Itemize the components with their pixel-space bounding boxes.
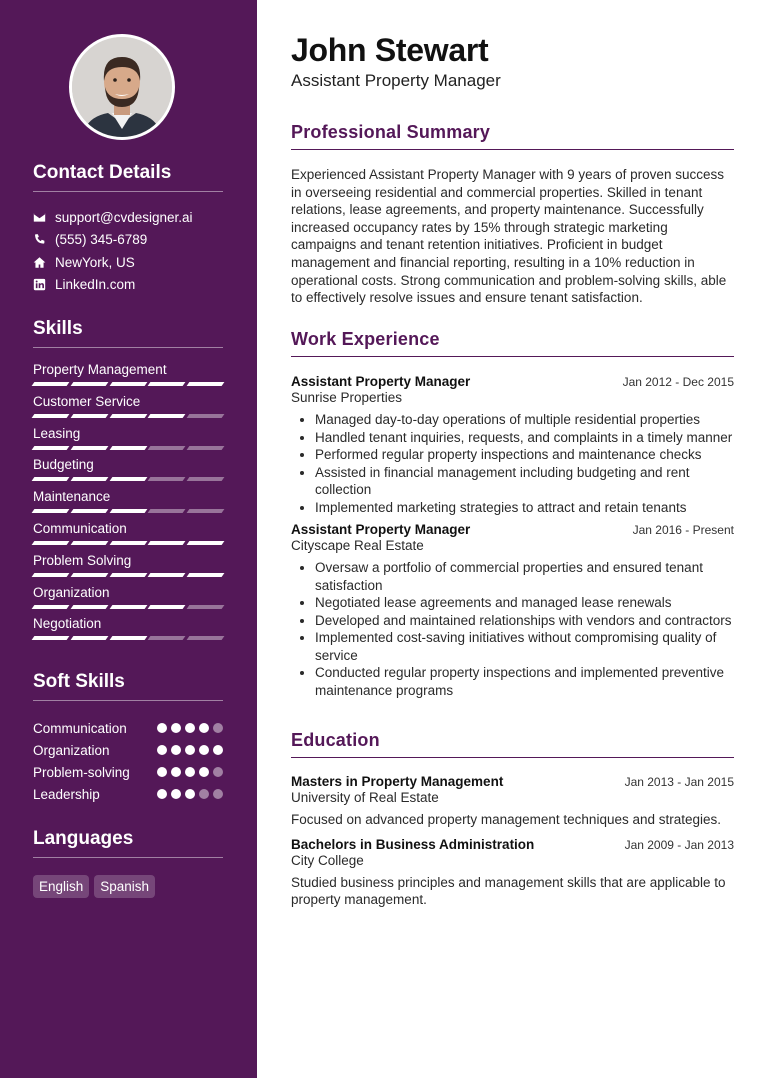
- skill-name: Negotiation: [33, 616, 102, 632]
- skill-level-segment: [109, 477, 147, 481]
- skills-title: Skills: [33, 318, 223, 348]
- education-degree: Masters in Property Management: [291, 774, 504, 789]
- skill-item: [33, 521, 223, 544]
- rating-dot-icon: [171, 767, 181, 777]
- rating-dot-icon: [199, 745, 209, 755]
- job-duties: [291, 411, 734, 516]
- skill-name: Budgeting: [33, 457, 94, 473]
- phone-icon: [33, 233, 46, 246]
- job-duty: • Oversaw a portfolio of commercial properties and ensured tenant satisfaction: [315, 559, 734, 594]
- skill-level-segment: [148, 573, 186, 577]
- rating-dot-icon: [185, 745, 195, 755]
- education-title: Education: [291, 730, 734, 758]
- skills-section: [33, 318, 223, 639]
- job-duties: [291, 559, 734, 699]
- rating-dot-icon: [157, 723, 167, 733]
- skill-item: [33, 585, 223, 608]
- summary-text: Experienced Assistant Property Manager with 9 years of proven success in overseeing residential and commercial properties. Skilled in tenant relations, lease agreements, and property maintenance. Successfully increased occupancy rates by 15% through strategic marketing campaigns and tenant retention initiatives. Proficient in budget management and financial reporting, resulting in a 10% reduction in operational costs. Strong communication and problem-solving skills, able to effectively resolve issues and ensure tenant satisfaction.: [291, 167, 727, 306]
- contact-phone[interactable]: [33, 229, 223, 252]
- skill-level-bar: [33, 605, 223, 609]
- rating-dot-icon: [199, 767, 209, 777]
- skill-level-segment: [148, 605, 186, 609]
- skill-level-bar: [33, 509, 223, 513]
- skill-level-segment: [187, 446, 225, 450]
- skill-name: Organization: [33, 584, 110, 600]
- skill-level-segment: [70, 414, 108, 418]
- skill-level-segment: [109, 446, 147, 450]
- languages-section: [33, 828, 223, 898]
- skill-level-segment: [187, 477, 225, 481]
- education-entry: [291, 837, 734, 909]
- skill-level-segment: [187, 414, 225, 418]
- skill-level-segment: [32, 446, 70, 450]
- education-entry: [291, 774, 734, 829]
- soft-skill-item: [33, 761, 223, 783]
- skill-level-bar: [33, 382, 223, 386]
- job-duty: • Developed and maintained relationships with vendors and contractors: [315, 612, 734, 630]
- job-title: Assistant Property Manager: [291, 522, 471, 537]
- skill-level-segment: [148, 636, 186, 640]
- soft-skill-item: [33, 783, 223, 805]
- rating-dot-icon: [157, 745, 167, 755]
- soft-skill-rating: [157, 789, 223, 799]
- contact-details-title: Contact Details: [33, 162, 223, 192]
- rating-dot-icon: [213, 789, 223, 799]
- soft-skill-name: Leadership: [33, 786, 100, 802]
- skill-level-bar: [33, 636, 223, 640]
- skill-level-segment: [109, 382, 147, 386]
- skill-level-segment: [109, 605, 147, 609]
- skill-level-segment: [70, 477, 108, 481]
- skill-level-bar: [33, 477, 223, 481]
- rating-dot-icon: [157, 789, 167, 799]
- soft-skill-item: [33, 739, 223, 761]
- skill-level-bar: [33, 573, 223, 577]
- soft-skills-title: Soft Skills: [33, 671, 223, 701]
- envelope-icon: [33, 211, 46, 224]
- contact-location-text: NewYork, US: [55, 254, 135, 270]
- skill-level-segment: [32, 605, 70, 609]
- skill-level-segment: [32, 509, 70, 513]
- sidebar: [0, 0, 257, 1078]
- job-company: Cityscape Real Estate: [291, 538, 424, 553]
- job-company: Sunrise Properties: [291, 390, 403, 405]
- skills-list: [33, 362, 223, 639]
- job-title: Assistant Property Manager: [291, 374, 471, 389]
- skill-level-segment: [109, 414, 147, 418]
- education-school: City College: [291, 852, 364, 868]
- rating-dot-icon: [213, 745, 223, 755]
- skill-level-segment: [187, 636, 225, 640]
- skill-name: Problem Solving: [33, 552, 132, 568]
- skill-item: [33, 426, 223, 449]
- job-date: Jan 2016 - Present: [632, 523, 734, 537]
- job-duty: • Handled tenant inquiries, requests, and complaints in a timely manner: [315, 429, 734, 447]
- contact-linkedin-text: LinkedIn.com: [55, 277, 136, 293]
- contact-linkedin[interactable]: [33, 274, 223, 297]
- work-experience-section: [291, 329, 734, 699]
- contact-email-text: support@cvdesigner.ai: [55, 209, 193, 225]
- education-description: Focused on advanced property management techniques and strategies.: [291, 812, 722, 827]
- education-section: [291, 730, 734, 909]
- skill-level-segment: [187, 509, 225, 513]
- soft-skill-rating: [157, 723, 223, 733]
- skill-level-segment: [70, 382, 108, 386]
- education-degree: Bachelors in Business Administration: [291, 836, 535, 852]
- rating-dot-icon: [213, 767, 223, 777]
- skill-level-segment: [187, 382, 225, 386]
- profile-photo-icon: [72, 37, 172, 137]
- rating-dot-icon: [157, 767, 167, 777]
- person-name: John Stewart: [291, 32, 489, 68]
- soft-skill-name: Organization: [33, 742, 110, 758]
- skill-level-segment: [148, 414, 186, 418]
- soft-skill-rating: [157, 767, 223, 777]
- skill-level-bar: [33, 414, 223, 418]
- skill-item: [33, 457, 223, 480]
- skill-level-bar: [33, 446, 223, 450]
- soft-skill-item: [33, 717, 223, 739]
- soft-skill-name: Problem-solving: [33, 764, 130, 780]
- skill-level-segment: [148, 541, 186, 545]
- job-entry: [291, 374, 734, 516]
- skill-level-segment: [187, 605, 225, 609]
- soft-skills-section: [33, 671, 223, 805]
- skill-level-segment: [32, 414, 70, 418]
- skill-name: Property Management: [33, 362, 167, 377]
- linkedin-icon: [33, 278, 46, 291]
- job-duty: • Implemented cost-saving initiatives without compromising quality of service: [315, 629, 734, 664]
- skill-level-segment: [70, 446, 108, 450]
- skill-item: [33, 362, 223, 385]
- work-experience-title: Work Experience: [291, 329, 734, 357]
- rating-dot-icon: [171, 789, 181, 799]
- education-description: Studied business principles and management skills that are applicable to property management.: [291, 874, 726, 907]
- contact-details-section: [33, 162, 223, 296]
- rating-dot-icon: [199, 789, 209, 799]
- languages-title: Languages: [33, 828, 223, 858]
- skill-level-segment: [70, 573, 108, 577]
- rating-dot-icon: [171, 723, 181, 733]
- skill-level-segment: [148, 382, 186, 386]
- skill-level-segment: [187, 573, 225, 577]
- contact-list: [33, 206, 223, 296]
- skill-level-segment: [109, 509, 147, 513]
- skill-level-segment: [187, 541, 225, 545]
- skill-item: [33, 616, 223, 639]
- skill-name: Communication: [33, 520, 127, 536]
- skill-level-segment: [32, 573, 70, 577]
- person-role: Assistant Property Manager: [291, 71, 501, 90]
- languages-list: [33, 875, 223, 898]
- education-school: University of Real Estate: [291, 790, 439, 805]
- skill-level-segment: [32, 477, 70, 481]
- rating-dot-icon: [213, 723, 223, 733]
- job-duty: • Implemented marketing strategies to attract and retain tenants: [315, 499, 734, 517]
- job-date: Jan 2012 - Dec 2015: [622, 375, 734, 389]
- language-badge: English: [33, 875, 89, 898]
- skill-level-segment: [148, 509, 186, 513]
- skill-level-segment: [148, 477, 186, 481]
- soft-skill-name: Communication: [33, 720, 127, 736]
- summary-section: [291, 122, 734, 307]
- skill-item: [33, 553, 223, 576]
- skill-level-segment: [148, 446, 186, 450]
- skill-name: Maintenance: [33, 489, 111, 505]
- skill-level-segment: [32, 541, 70, 545]
- skill-level-segment: [70, 636, 108, 640]
- soft-skill-rating: [157, 745, 223, 755]
- rating-dot-icon: [199, 723, 209, 733]
- job-duty: • Performed regular property inspections and maintenance checks: [315, 446, 734, 464]
- summary-title: Professional Summary: [291, 122, 734, 150]
- skill-level-segment: [70, 605, 108, 609]
- rating-dot-icon: [185, 767, 195, 777]
- rating-dot-icon: [171, 745, 181, 755]
- job-duty: • Conducted regular property inspections and implemented preventive maintenance programs: [315, 664, 734, 699]
- education-date: Jan 2013 - Jan 2015: [624, 775, 734, 789]
- skill-name: Customer Service: [33, 393, 141, 409]
- skill-level-segment: [109, 573, 147, 577]
- education-date: Jan 2009 - Jan 2013: [624, 837, 734, 852]
- contact-phone-text: (555) 345-6789: [55, 232, 148, 248]
- skill-level-segment: [109, 541, 147, 545]
- skill-item: [33, 489, 223, 512]
- contact-email[interactable]: [33, 206, 223, 229]
- skill-name: Leasing: [33, 425, 81, 441]
- job-duty: • Assisted in financial management including budgeting and rent collection: [315, 464, 734, 499]
- skill-level-segment: [32, 382, 70, 386]
- rating-dot-icon: [185, 723, 195, 733]
- skill-level-segment: [109, 636, 147, 640]
- contact-location: [33, 251, 223, 274]
- skill-level-segment: [70, 541, 108, 545]
- rating-dot-icon: [185, 789, 195, 799]
- soft-skills-list: [33, 717, 223, 805]
- language-badge: Spanish: [94, 875, 155, 898]
- skill-level-segment: [32, 636, 70, 640]
- home-icon: [33, 256, 46, 269]
- avatar: [69, 34, 175, 140]
- job-entry: [291, 522, 734, 699]
- job-duty: • Negotiated lease agreements and managed lease renewals: [315, 594, 734, 612]
- skill-level-segment: [70, 509, 108, 513]
- skill-level-bar: [33, 541, 223, 545]
- job-duty: • Managed day-to-day operations of multiple residential properties: [315, 411, 734, 429]
- skill-item: [33, 394, 223, 417]
